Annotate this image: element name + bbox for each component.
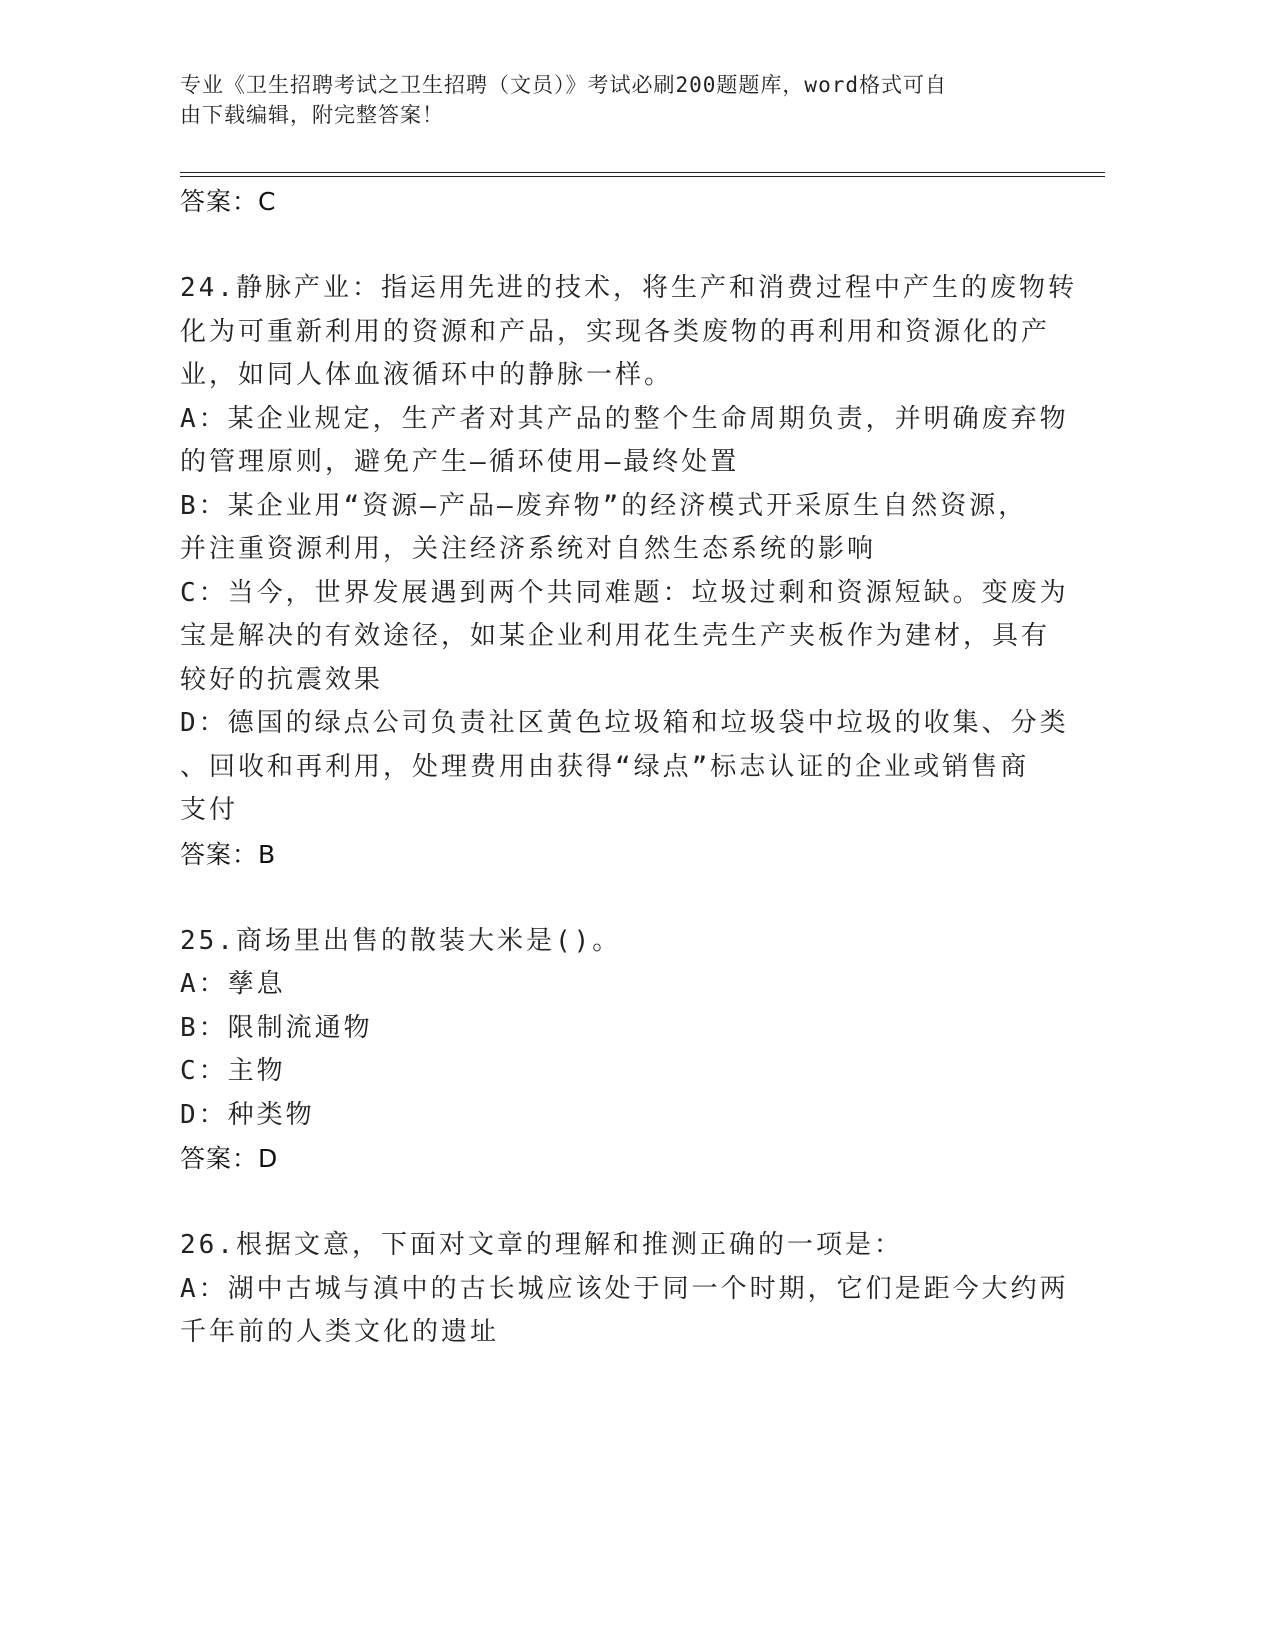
question-24-text-line-1: 24.静脉产业：指运用先进的技术，将生产和消费过程中产生的废物转 [180, 273, 1077, 303]
option-24-d-line-1: D：德国的绿点公司负责社区黄色垃圾箱和垃圾袋中垃圾的收集、分类 [180, 708, 1069, 738]
header-line-2: 由下载编辑，附完整答案！ [180, 103, 444, 127]
header-rule-top [180, 172, 1105, 173]
option-25-c: C：主物 [180, 1056, 286, 1086]
question-26-text: 26.根据文意，下面对文章的理解和推测正确的一项是： [180, 1230, 903, 1260]
question-24 [180, 267, 1077, 876]
option-24-a-line-1: A：某企业规定，生产者对其产品的整个生命周期负责，并明确废弃物 [180, 403, 1069, 434]
document-header [180, 70, 1040, 130]
option-24-d-line-2: 、回收和再利用，处理费用由获得“绿点”标志认证的企业或销售商 [180, 751, 1030, 782]
option-24-b-line-2: 并注重资源利用，关注经济系统对自然生态系统的影响 [180, 534, 877, 564]
question-25 [180, 920, 1030, 1181]
spacer [180, 224, 1030, 268]
spacer [180, 876, 1030, 920]
option-26-a-line-1: A：湖中古城与滇中的古长城应该处于同一个时期，它们是距今大约两 [180, 1273, 1069, 1304]
question-24-text-line-2: 化为可重新利用的资源和产品，实现各类废物的再利用和资源化的产 [180, 316, 1051, 347]
option-24-c-line-3: 较好的抗震效果 [180, 664, 384, 695]
question-25-text: 25.商场里出售的散装大米是()。 [180, 925, 622, 956]
option-24-c-line-1: C：当今，世界发展遇到两个共同难题：垃圾过剩和资源短缺。变废为 [180, 577, 1069, 608]
option-24-b-line-1: B：某企业用“资源—产品—废弃物”的经济模式开采原生自然资源， [180, 490, 1028, 521]
option-24-c-line-2: 宝是解决的有效途径，如某企业利用花生壳生产夹板作为建材，具有 [180, 621, 1051, 651]
answer-24: 答案：B [180, 839, 277, 869]
answer-23: 答案：C [180, 187, 277, 216]
option-25-b: B：限制流通物 [180, 1012, 373, 1043]
exam-content [180, 180, 1077, 1355]
header-line-1: 专业《卫生招聘考试之卫生招聘（文员）》考试必刷200题题库，word格式可自 [180, 73, 947, 97]
option-24-a-line-2: 的管理原则，避免产生—循环使用—最终处置 [180, 447, 740, 477]
question-26 [180, 1224, 1069, 1355]
answer-25: 答案：D [180, 1144, 279, 1173]
spacer [180, 1181, 1030, 1225]
question-24-text-line-3: 业，如同人体血液循环中的静脉一样。 [180, 360, 674, 390]
option-24-d-line-3: 支付 [180, 795, 239, 825]
option-26-a-line-2: 千年前的人类文化的遗址 [180, 1317, 500, 1347]
option-25-a: A：孳息 [180, 969, 286, 999]
option-25-d: D：种类物 [180, 1099, 315, 1130]
header-rule-bottom [180, 176, 1105, 177]
